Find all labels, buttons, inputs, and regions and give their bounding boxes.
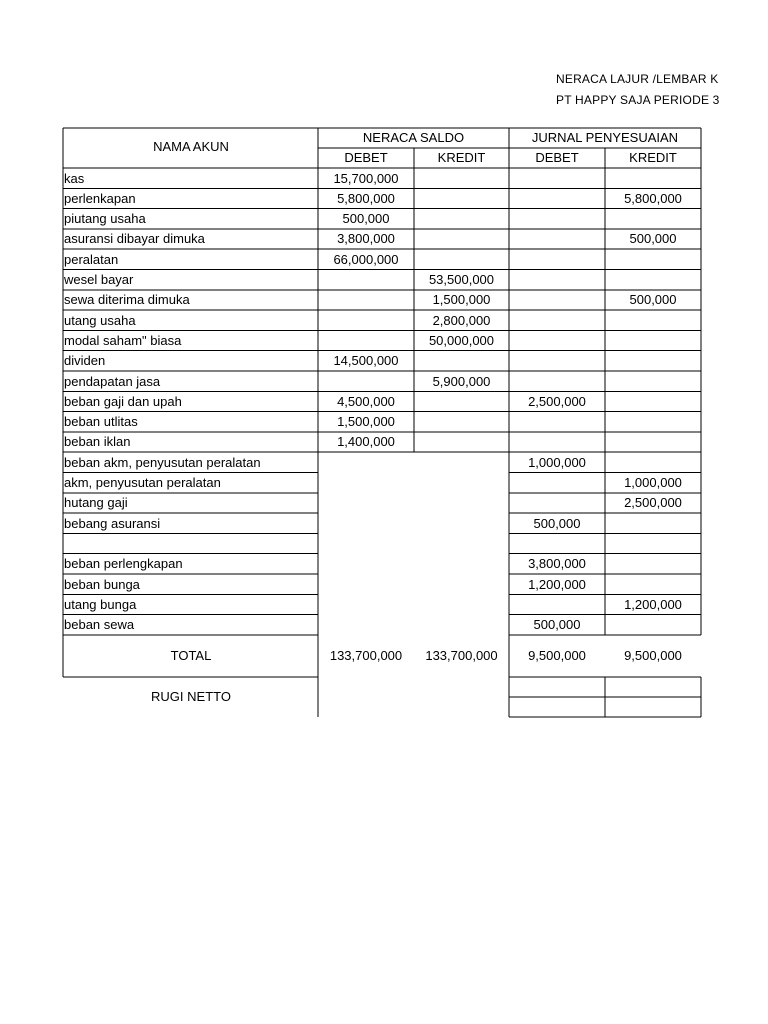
account-name: bebang asuransi: [64, 515, 161, 531]
header-ns-kredit: KREDIT: [437, 150, 486, 165]
account-name: perlenkapan: [64, 190, 136, 206]
total-jp-debet: 9,500,000: [528, 648, 586, 663]
account-name: pendapatan jasa: [64, 373, 161, 389]
ns-debet-value: 1,500,000: [337, 414, 395, 430]
ns-debet-value: 3,800,000: [337, 231, 395, 247]
sheet-subtitle: PT HAPPY SAJA PERIODE 3: [556, 93, 720, 107]
account-name: asuransi dibayar dimuka: [64, 231, 205, 247]
header-jurnal-penyesuaian: JURNAL PENYESUAIAN: [531, 130, 679, 145]
ns-debet-value: 4,500,000: [337, 393, 395, 409]
ns-debet-value: 14,500,000: [333, 353, 399, 369]
account-name: beban sewa: [64, 617, 135, 633]
header-ns-debet: DEBET: [344, 150, 388, 165]
account-name: sewa diterima dimuka: [64, 292, 190, 308]
ns-kredit-value: 5,900,000: [432, 373, 491, 389]
account-name: beban iklan: [64, 434, 131, 450]
total-ns-kredit: 133,700,000: [425, 648, 498, 663]
ns-debet-value: 500,000: [342, 211, 390, 227]
ns-kredit-value: 2,800,000: [432, 312, 491, 328]
account-name: beban bunga: [64, 576, 140, 592]
jp-kredit-value: 500,000: [629, 231, 677, 247]
ns-kredit-value: 50,000,000: [428, 332, 495, 348]
jp-debet-value: 2,500,000: [528, 393, 586, 409]
header-jp-kredit: KREDIT: [629, 150, 677, 165]
header-jp-debet: DEBET: [535, 150, 579, 165]
account-name: piutang usaha: [64, 211, 146, 227]
account-name: beban perlengkapan: [64, 556, 183, 572]
ns-kredit-value: 1,500,000: [432, 292, 491, 308]
ns-kredit-value: 53,500,000: [428, 272, 495, 287]
account-name: akm, penyusutan peralatan: [64, 475, 221, 490]
jp-debet-value: 500,000: [533, 617, 581, 633]
jp-kredit-value: 1,000,000: [624, 475, 682, 490]
account-name: beban gaji dan upah: [64, 393, 182, 409]
jp-debet-value: 1,200,000: [528, 576, 586, 592]
header-neraca-saldo: NERACA SALDO: [362, 130, 465, 145]
sheet-title: NERACA LAJUR /LEMBAR K: [556, 72, 719, 86]
jp-debet-value: 3,800,000: [528, 556, 586, 572]
total-ns-debet: 133,700,000: [329, 648, 403, 663]
rugi-netto-label: RUGI NETTO: [151, 689, 231, 704]
jp-kredit-value: 500,000: [629, 292, 677, 308]
jp-debet-value: 500,000: [533, 515, 581, 531]
account-name: kas: [64, 170, 85, 186]
account-name: dividen: [64, 353, 106, 369]
total-label: TOTAL: [170, 648, 212, 663]
account-name: utang bunga: [64, 596, 137, 612]
account-name: wesel bayar: [64, 272, 134, 287]
header-nama-akun: NAMA AKUN: [153, 139, 229, 154]
ns-debet-value: 15,700,000: [333, 170, 399, 186]
ns-debet-value: 5,800,000: [337, 190, 395, 206]
jp-kredit-value: 2,500,000: [624, 495, 682, 511]
jp-debet-value: 1,000,000: [528, 454, 586, 470]
account-name: modal saham" biasa: [64, 332, 182, 348]
account-name: utang usaha: [64, 312, 136, 328]
account-name: hutang gaji: [64, 495, 128, 511]
account-name: peralatan: [64, 251, 119, 267]
ns-debet-value: 66,000,000: [333, 251, 399, 267]
jp-kredit-value: 1,200,000: [624, 596, 682, 612]
jp-kredit-value: 5,800,000: [624, 190, 682, 206]
total-jp-kredit: 9,500,000: [624, 648, 682, 663]
ns-debet-value: 1,400,000: [337, 434, 395, 450]
account-name: beban utlitas: [64, 414, 138, 430]
account-name: beban akm, penyusutan peralatan: [64, 454, 261, 470]
